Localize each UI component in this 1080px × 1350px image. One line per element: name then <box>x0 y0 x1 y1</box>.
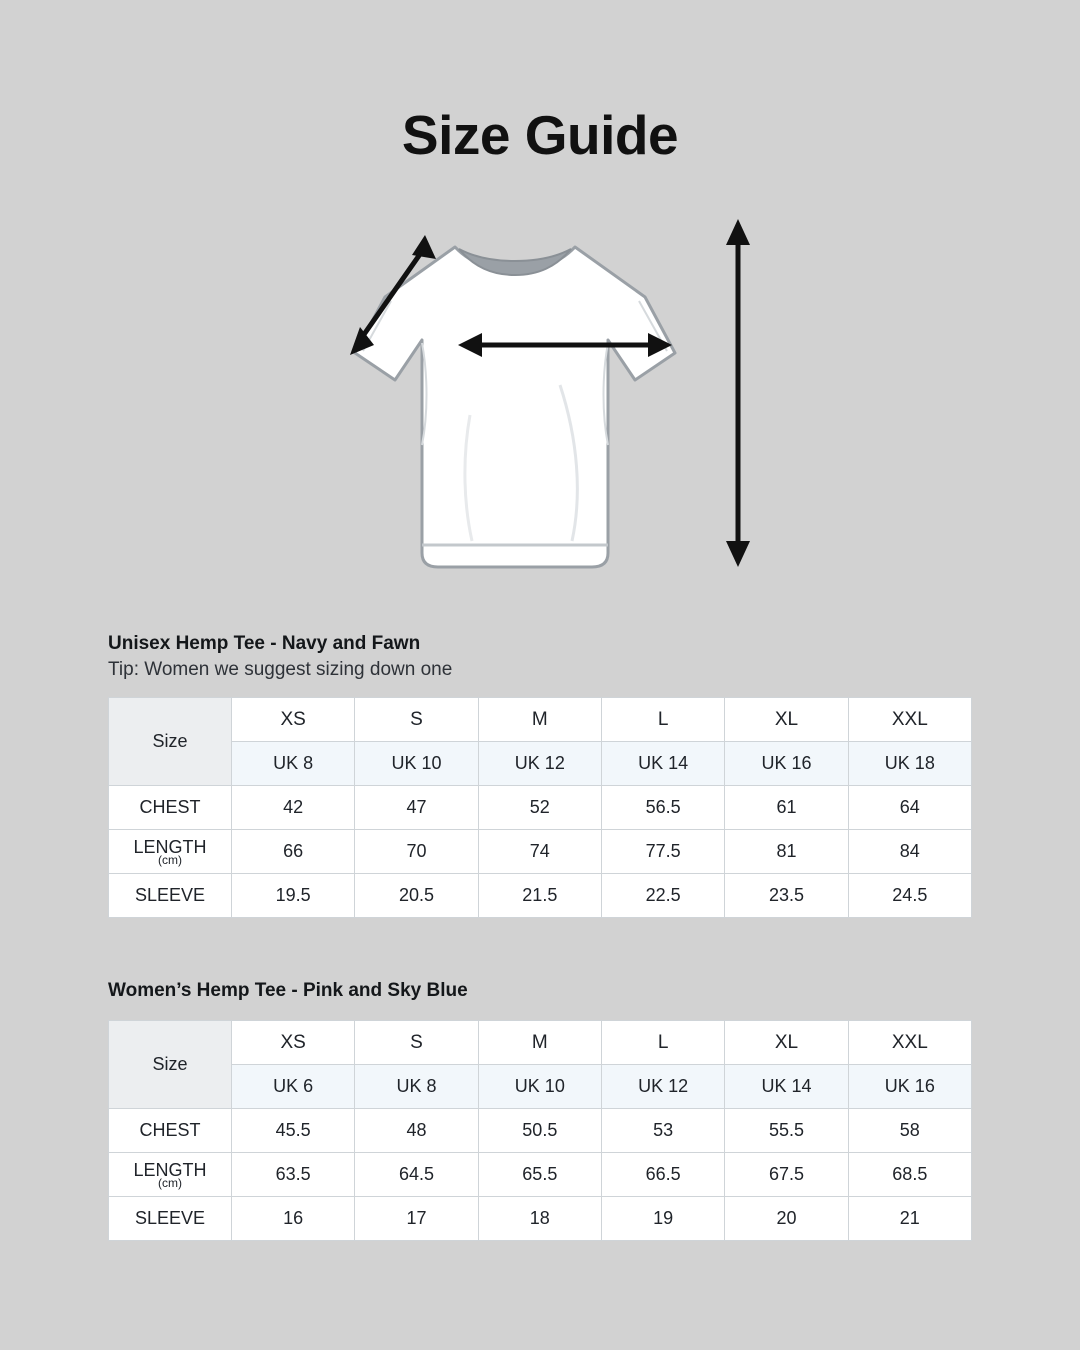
size-header-l: L <box>601 698 724 742</box>
corner-label: Size <box>109 698 232 786</box>
length-l: 66.5 <box>601 1153 724 1197</box>
chest-xxl: 58 <box>848 1109 971 1153</box>
size-header-xl: XL <box>725 698 848 742</box>
t-shirt-shape <box>355 247 675 567</box>
corner-label: Size <box>109 1021 232 1109</box>
row-label-length <box>109 830 232 874</box>
sleeve-xxl: 24.5 <box>848 874 971 918</box>
row-label-sleeve: SLEEVE <box>109 1197 232 1241</box>
chest-xxl: 64 <box>848 786 971 830</box>
page-title: Size Guide <box>401 104 679 166</box>
size-header-s: S <box>355 698 478 742</box>
length-xl: 67.5 <box>725 1153 848 1197</box>
row-label-length-text: LENGTH <box>133 837 207 858</box>
section-unisex <box>0 633 1080 918</box>
sleeve-s: 20.5 <box>355 874 478 918</box>
row-label-length-unit: (cm) <box>158 853 182 868</box>
length-m: 74 <box>478 830 601 874</box>
chest-m: 52 <box>478 786 601 830</box>
chest-xs: 42 <box>232 786 355 830</box>
size-header-xxl: XXL <box>848 698 971 742</box>
length-xs: 66 <box>232 830 355 874</box>
uk-size-s: UK 10 <box>355 742 478 786</box>
chest-m: 50.5 <box>478 1109 601 1153</box>
uk-size-m: UK 12 <box>478 742 601 786</box>
table-row-uk-sizes <box>109 1065 972 1109</box>
size-header-s: S <box>355 1021 478 1065</box>
size-header-l: L <box>601 1021 724 1065</box>
table-row-length <box>109 1153 972 1197</box>
length-xl: 81 <box>725 830 848 874</box>
row-label-chest: CHEST <box>109 786 232 830</box>
size-header-xs: XS <box>232 698 355 742</box>
uk-size-xxl: UK 16 <box>848 1065 971 1109</box>
size-header-m: M <box>478 1021 601 1065</box>
table-row-chest <box>109 1109 972 1153</box>
row-label-length <box>109 1153 232 1197</box>
table-row-chest <box>109 786 972 830</box>
chest-xl: 55.5 <box>725 1109 848 1153</box>
t-shirt-illustration <box>260 205 820 605</box>
sleeve-m: 21.5 <box>478 874 601 918</box>
table-row-length <box>109 830 972 874</box>
row-label-length-text: LENGTH <box>133 1160 207 1181</box>
chest-s: 48 <box>355 1109 478 1153</box>
uk-size-xs: UK 6 <box>232 1065 355 1109</box>
chest-xs: 45.5 <box>232 1109 355 1153</box>
length-m: 65.5 <box>478 1153 601 1197</box>
length-s: 70 <box>355 830 478 874</box>
table-row-sleeve <box>109 874 972 918</box>
section-womens <box>0 980 1080 1241</box>
sleeve-l: 22.5 <box>601 874 724 918</box>
length-xxl: 68.5 <box>848 1153 971 1197</box>
chest-l: 56.5 <box>601 786 724 830</box>
size-header-xs: XS <box>232 1021 355 1065</box>
size-table-unisex <box>108 697 972 918</box>
size-header-xxl: XXL <box>848 1021 971 1065</box>
chest-s: 47 <box>355 786 478 830</box>
row-label-sleeve: SLEEVE <box>109 874 232 918</box>
length-l: 77.5 <box>601 830 724 874</box>
table-row-size-header <box>109 1021 972 1065</box>
sleeve-xl: 23.5 <box>725 874 848 918</box>
uk-size-m: UK 10 <box>478 1065 601 1109</box>
size-table-womens <box>108 1020 972 1241</box>
sleeve-xl: 20 <box>725 1197 848 1241</box>
uk-size-l: UK 12 <box>601 1065 724 1109</box>
size-header-m: M <box>478 698 601 742</box>
uk-size-xxl: UK 18 <box>848 742 971 786</box>
sleeve-s: 17 <box>355 1197 478 1241</box>
uk-size-l: UK 14 <box>601 742 724 786</box>
uk-size-s: UK 8 <box>355 1065 478 1109</box>
chest-l: 53 <box>601 1109 724 1153</box>
size-header-xl: XL <box>725 1021 848 1065</box>
section-heading-womens: Women’s Hemp Tee - Pink and Sky Blue <box>108 980 468 1001</box>
uk-size-xl: UK 14 <box>725 1065 848 1109</box>
row-label-chest: CHEST <box>109 1109 232 1153</box>
sleeve-xxl: 21 <box>848 1197 971 1241</box>
length-xxl: 84 <box>848 830 971 874</box>
uk-size-xs: UK 8 <box>232 742 355 786</box>
length-xs: 63.5 <box>232 1153 355 1197</box>
sleeve-l: 19 <box>601 1197 724 1241</box>
sleeve-xs: 16 <box>232 1197 355 1241</box>
sleeve-xs: 19.5 <box>232 874 355 918</box>
table-row-size-header <box>109 698 972 742</box>
chest-xl: 61 <box>725 786 848 830</box>
section-heading-unisex: Unisex Hemp Tee - Navy and Fawn <box>108 633 421 654</box>
length-arrow <box>726 219 750 567</box>
t-shirt-measurement-diagram <box>0 205 1080 605</box>
table-row-sleeve <box>109 1197 972 1241</box>
section-tip-unisex: Tip: Women we suggest sizing down one <box>108 659 453 680</box>
uk-size-xl: UK 16 <box>725 742 848 786</box>
table-row-uk-sizes <box>109 742 972 786</box>
sleeve-m: 18 <box>478 1197 601 1241</box>
row-label-length-unit: (cm) <box>158 1176 182 1191</box>
length-s: 64.5 <box>355 1153 478 1197</box>
